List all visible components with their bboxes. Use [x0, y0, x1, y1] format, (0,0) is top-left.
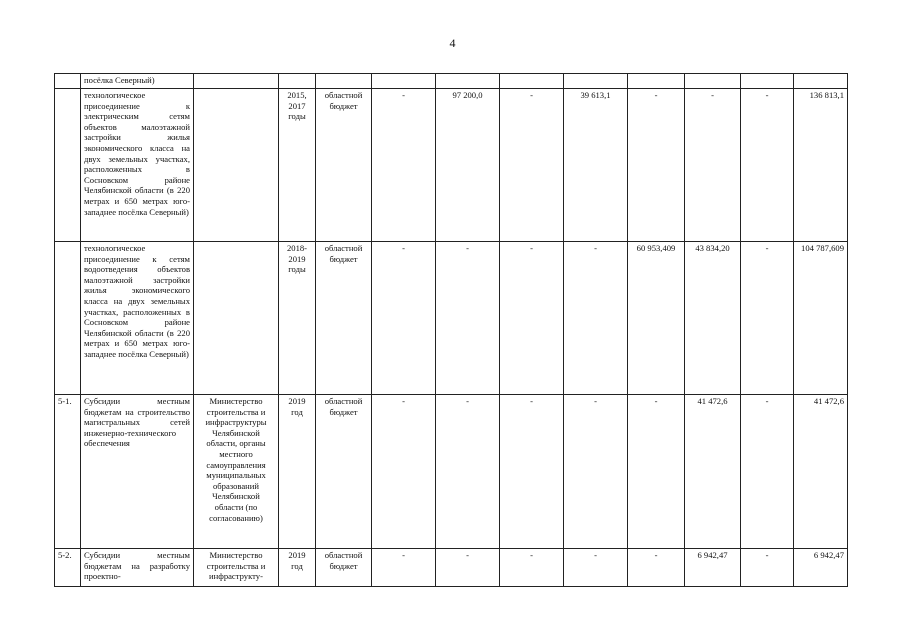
- row-total-cell: [794, 74, 848, 89]
- row-value-cell: -: [500, 395, 564, 549]
- row-years-cell: 2015, 2017 годы: [279, 89, 316, 242]
- row-total-cell: 136 813,1: [794, 89, 848, 242]
- row-total-cell: 41 472,6: [794, 395, 848, 549]
- row-number-cell: [55, 242, 81, 395]
- table-row: [55, 74, 848, 89]
- row-value-cell: -: [436, 395, 500, 549]
- row-value-cell: -: [372, 89, 436, 242]
- table-row: [55, 89, 848, 242]
- row-value-cell: -: [372, 395, 436, 549]
- row-value-cell: -: [564, 242, 628, 395]
- table-row: [55, 549, 848, 587]
- row-executor-cell: Министерство строительства и инфраструкту-: [194, 549, 279, 587]
- row-executor-cell: Министерство строительства и инфраструктуры Челябинской области, органы местного самоуправления муниципальных образований Челябинской области (по согласованию): [194, 395, 279, 549]
- budget-table: [54, 73, 848, 587]
- row-years-cell: [279, 74, 316, 89]
- row-source-cell: областной бюджет: [316, 242, 372, 395]
- row-value-cell: 41 472,6: [685, 395, 741, 549]
- row-name-cell: технологическое присоединение к электрическим сетям объектов малоэтажной застройки жилья экономического класса на двух земельных участках, расположенных в Сосновском районе Челябинской области (в 220 метрах и 650 метрах юго-западнее посёлка Северный): [81, 89, 194, 242]
- row-executor-cell: [194, 89, 279, 242]
- row-value-cell: -: [372, 242, 436, 395]
- row-number-cell: 5-2.: [55, 549, 81, 587]
- row-number-cell: [55, 89, 81, 242]
- row-value-cell: -: [564, 549, 628, 587]
- row-value-cell: 39 613,1: [564, 89, 628, 242]
- row-value-cell: [628, 74, 685, 89]
- row-value-cell: -: [741, 89, 794, 242]
- row-executor-cell: [194, 242, 279, 395]
- row-source-cell: областной бюджет: [316, 395, 372, 549]
- row-value-cell: [564, 74, 628, 89]
- row-value-cell: 6 942,47: [685, 549, 741, 587]
- row-value-cell: 43 834,20: [685, 242, 741, 395]
- row-value-cell: -: [500, 549, 564, 587]
- row-years-cell: 2019 год: [279, 549, 316, 587]
- row-number-cell: [55, 74, 81, 89]
- table-row: [55, 395, 848, 549]
- row-executor-cell: [194, 74, 279, 89]
- row-value-cell: -: [741, 242, 794, 395]
- row-number-cell: 5-1.: [55, 395, 81, 549]
- row-value-cell: [500, 74, 564, 89]
- row-total-cell: 104 787,609: [794, 242, 848, 395]
- row-source-cell: [316, 74, 372, 89]
- row-name-cell: технологическое присоединение к сетям водоотведения объектов малоэтажной застройки жилья экономического класса на двух земельных участках, расположенных в Сосновском районе Челябинской области (в 220 метрах и 650 метрах юго-западнее посёлка Северный): [81, 242, 194, 395]
- row-value-cell: -: [741, 395, 794, 549]
- row-value-cell: 60 953,409: [628, 242, 685, 395]
- row-value-cell: -: [436, 242, 500, 395]
- row-source-cell: областной бюджет: [316, 549, 372, 587]
- page-number: 4: [449, 36, 456, 50]
- row-name-cell: Субсидии местным бюджетам на строительство магистральных сетей инженерно-технического обеспечения: [81, 395, 194, 549]
- row-value-cell: 97 200,0: [436, 89, 500, 242]
- row-value-cell: -: [436, 549, 500, 587]
- row-value-cell: -: [628, 549, 685, 587]
- row-name-cell: посёлка Северный): [81, 74, 194, 89]
- row-total-cell: 6 942,47: [794, 549, 848, 587]
- row-years-cell: 2018-2019 годы: [279, 242, 316, 395]
- row-value-cell: -: [564, 395, 628, 549]
- row-value-cell: -: [628, 89, 685, 242]
- row-value-cell: -: [741, 549, 794, 587]
- row-value-cell: [741, 74, 794, 89]
- row-value-cell: -: [372, 549, 436, 587]
- row-years-cell: 2019 год: [279, 395, 316, 549]
- row-value-cell: [436, 74, 500, 89]
- row-value-cell: -: [500, 89, 564, 242]
- row-name-cell: Субсидии местным бюджетам на разработку проектно-: [81, 549, 194, 587]
- row-value-cell: -: [628, 395, 685, 549]
- row-value-cell: [372, 74, 436, 89]
- row-source-cell: областной бюджет: [316, 89, 372, 242]
- row-value-cell: -: [685, 89, 741, 242]
- row-value-cell: [685, 74, 741, 89]
- table-row: [55, 242, 848, 395]
- row-value-cell: -: [500, 242, 564, 395]
